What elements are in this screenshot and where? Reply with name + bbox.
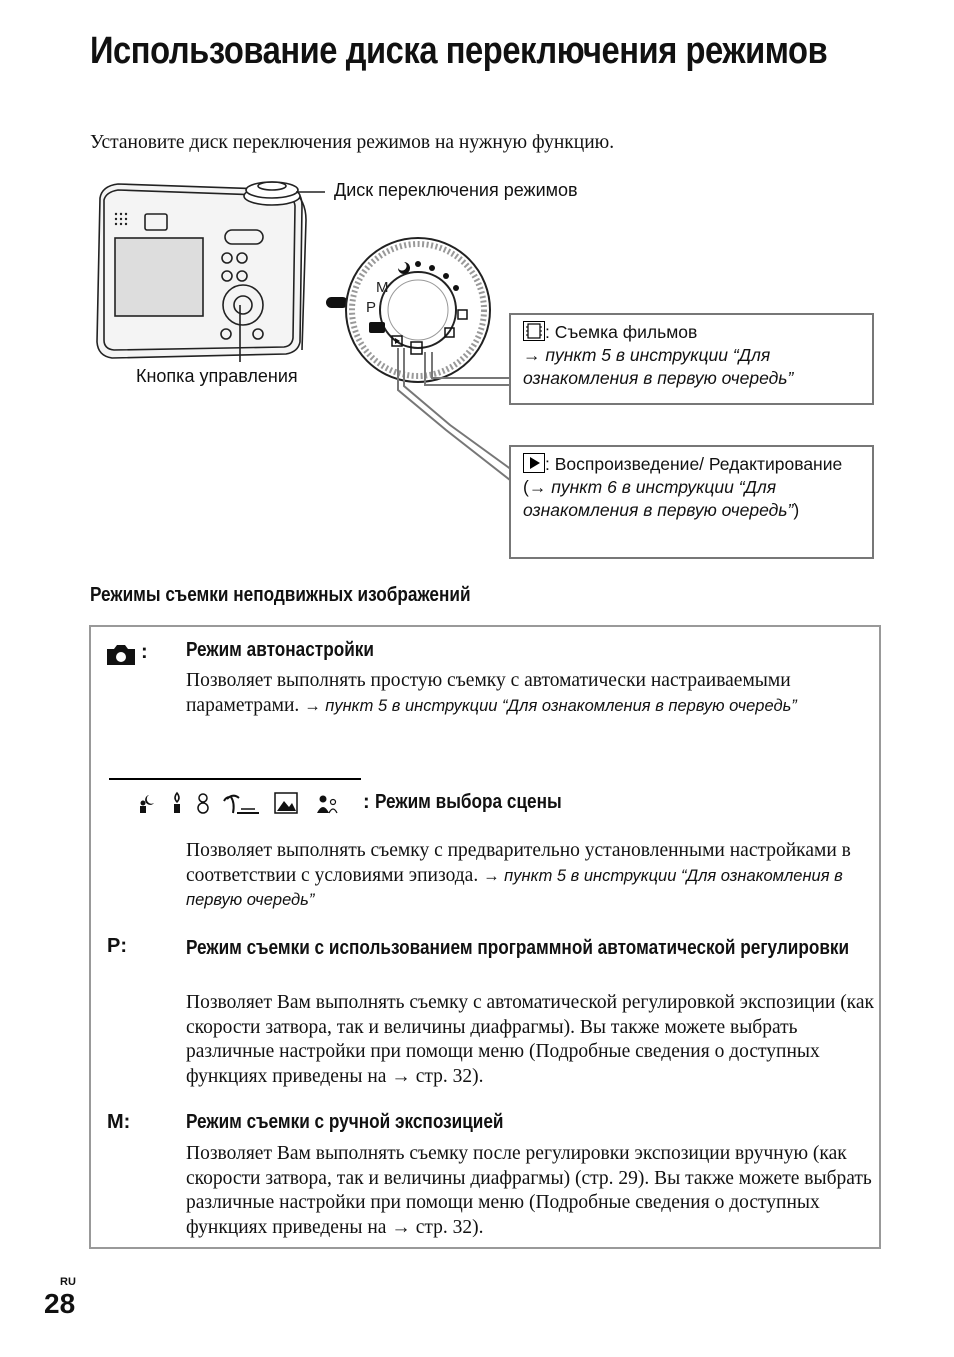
control-button-label: Кнопка управления [136,366,298,386]
movie-callout-label: : Съемка фильмов [545,322,698,342]
mode-ref-auto: → пункт 5 в инструкции “Для ознакомления в первую очередь” [304,696,797,715]
mode-ref-scene: → пункт 5 в инструкции “Для ознакомления в первую очередь” [186,866,843,909]
playback-ref-close: ) [793,500,800,520]
beach-icon [224,796,259,813]
mode-dial-illustration [346,238,490,382]
candle-icon [174,793,180,813]
mode-key-auto: : [141,641,148,663]
mode-dial-label: Диск переключения режимов [334,180,578,200]
mode-key-p: P: [107,935,127,957]
camera-icon [105,643,137,667]
dial-letter-m: M [376,279,389,296]
twilight-portrait-icon [140,795,154,813]
page-title: Использование диска переключения режимов [90,30,828,72]
mode-title-scene: Режим выбора сцены [375,791,562,813]
mode-key-scene: : [363,791,370,813]
dial-camera-icon [369,322,385,333]
snow-icon [198,794,208,813]
section-title: Режимы съемки неподвижных изображений [90,584,471,606]
play-icon [523,453,545,473]
scene-icons-underline [109,778,361,780]
page-number: 28 [44,1288,76,1319]
page-language: RU [60,1276,76,1288]
arrow-icon: → [523,345,541,365]
dial-letter-p: P [366,299,377,316]
landscape-icon [275,793,297,813]
mode-desc-scene: Позволяет выполнять съемку с предварительно установленными настройками в соответствии с условиями эпизода. → пункт 5 в инструкции “Для ознакомления в первую очередь” [186,840,851,909]
mode-desc-m: Позволяет Вам выполнять съемку после регулировки экспозиции вручную (как скорости затвора, так и величины диафрагмы) (стр. 29). Вы также можете выбрать различные настройки при помощи меню (Подробные сведения о доступных функциях приведены на → стр. 32). [186,1143,872,1238]
movie-icon [523,321,545,341]
modes-table [89,625,881,1249]
scene-icons [109,789,361,817]
mode-desc-p: Позволяет Вам выполнять съемку с автоматической регулировкой экспозиции (как скорости затвора, так и величины диафрагмы). Вы также можете выбрать различные настройки при помощи меню (Подробные сведения о доступных функциях приведены на → стр. 32). [186,992,874,1087]
playback-callout-label: : Воспроизведение/ Редактирование [545,454,843,474]
dial-pointer-mark [326,297,348,308]
movie-callout-ref: пункт 5 в инструкции “Для ознакомления в первую очередь” [523,345,794,388]
mode-title-p: Режим съемки с использованием программной автоматической регулировки [186,937,850,959]
playback-callout [509,445,874,559]
playback-ref-open: (→ [523,477,547,497]
twilight-icon [111,793,123,808]
camera-body-illustration [97,182,306,358]
soft-snap-icon [317,796,337,814]
mode-key-m: M: [107,1111,131,1133]
mode-title-auto: Режим автонастройки [186,639,374,661]
mode-title-m: Режим съемки с ручной экспозицией [186,1111,504,1133]
mode-desc-auto: Позволяет выполнять простую съемку с автоматически настраиваемыми параметрами. → пункт 5 в инструкции “Для ознакомления в первую очередь” [186,670,797,716]
movie-callout [509,313,874,405]
playback-callout-ref: пункт 6 в инструкции “Для ознакомления в первую очередь” [523,477,794,520]
intro-text: Установите диск переключения режимов на нужную функцию. [90,132,615,153]
